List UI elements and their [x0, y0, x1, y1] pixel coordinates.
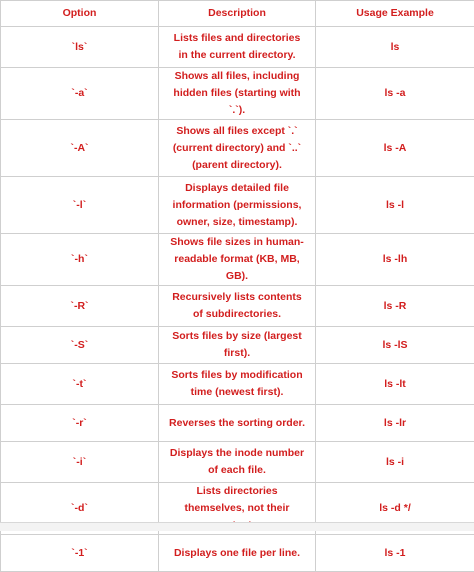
table-row [1, 27, 474, 68]
usage-cell[interactable]: ls -lr [316, 405, 474, 442]
description-cell[interactable]: Reverses the sorting order. [159, 405, 316, 442]
option-cell[interactable]: `-i` [1, 442, 159, 483]
table-row [1, 535, 474, 572]
option-cell[interactable]: `-h` [1, 234, 159, 286]
usage-cell[interactable]: ls -lh [316, 234, 474, 286]
description-cell[interactable]: Lists files and directories in the current directory. [159, 27, 316, 68]
option-cell[interactable]: `-a` [1, 68, 159, 120]
usage-cell[interactable]: ls -A [316, 120, 474, 177]
table-row [1, 177, 474, 234]
table-row [1, 442, 474, 483]
description-cell[interactable]: Displays detailed file information (permissions, owner, size, timestamp). [159, 177, 316, 234]
table-row [1, 234, 474, 286]
usage-cell[interactable]: ls -lS [316, 327, 474, 364]
option-cell[interactable]: `-A` [1, 120, 159, 177]
usage-cell[interactable]: ls -d */ [316, 483, 474, 535]
usage-cell[interactable]: ls [316, 27, 474, 68]
header-usage-example[interactable]: Usage Example [316, 1, 474, 27]
usage-cell[interactable]: ls -R [316, 286, 474, 327]
description-cell[interactable]: Shows file sizes in human-readable format (KB, MB, GB). [159, 234, 316, 286]
description-cell[interactable]: Shows all files except `.` (current directory) and `..` (parent directory). [159, 120, 316, 177]
description-cell[interactable]: Shows all files, including hidden files (starting with `.`). [159, 68, 316, 120]
option-cell[interactable]: `-r` [1, 405, 159, 442]
description-cell[interactable]: Lists directories themselves, not their [159, 483, 316, 535]
option-cell[interactable]: `-l` [1, 177, 159, 234]
description-cell[interactable]: Sorts files by size (largest first). [159, 327, 316, 364]
description-cell[interactable]: Sorts files by modification time (newest first). [159, 364, 316, 405]
table-row [1, 327, 474, 364]
table-row [1, 286, 474, 327]
option-cell[interactable]: `-1` [1, 535, 159, 572]
table-row [1, 364, 474, 405]
description-cell[interactable]: Displays one file per line. [159, 535, 316, 572]
description-cell[interactable]: Displays the inode number of each file. [159, 442, 316, 483]
option-cell[interactable]: `ls` [1, 27, 159, 68]
usage-cell[interactable]: ls -l [316, 177, 474, 234]
description-cell[interactable]: Recursively lists contents of subdirectories. [159, 286, 316, 327]
table-row [1, 405, 474, 442]
usage-cell[interactable]: ls -a [316, 68, 474, 120]
header-option[interactable]: Option [1, 1, 159, 27]
table-row [1, 68, 474, 120]
usage-cell[interactable]: ls -lt [316, 364, 474, 405]
option-cell[interactable]: `-t` [1, 364, 159, 405]
header-row [1, 1, 474, 27]
option-cell[interactable]: `-R` [1, 286, 159, 327]
usage-cell[interactable]: ls -1 [316, 535, 474, 572]
option-cell[interactable]: `-d` [1, 483, 159, 535]
usage-cell[interactable]: ls -i [316, 442, 474, 483]
table-row [1, 120, 474, 177]
option-cell[interactable]: `-S` [1, 327, 159, 364]
header-description[interactable]: Description [159, 1, 316, 27]
